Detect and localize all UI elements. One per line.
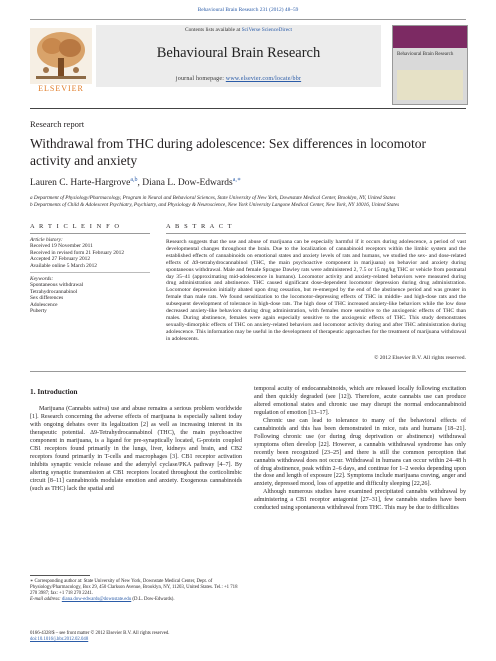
contents-prefix: Contents lists available at [184, 27, 242, 33]
header-divider [30, 108, 466, 109]
email-suffix: (D.L. Dow-Edwards). [131, 597, 175, 602]
doi-link[interactable]: doi:10.1016/j.bbr.2012.02.048 [30, 637, 89, 642]
journal-cover-thumbnail [392, 25, 468, 105]
body-paragraph: Although numerous studies have examined precipitated cannabis withdrawal by administering a CB1 receptor antagonist [27–31], few cannabis studies have been conducted using spontaneous withdrawal from THC. This may be due to difficulties [254, 489, 466, 512]
article-info-heading: A R T I C L E I N F O [30, 223, 121, 230]
history-received: Received 19 November 2011 [30, 243, 93, 250]
author-name[interactable]: Lauren C. Harte-Hargrove [30, 178, 131, 189]
body-paragraph: Marijuana (Cannabis sativa) use and abuse remains a serious problem worldwide [1]. Research concerning the adverse effects of marijuana is especially salient today with ongoing debates over its legalization [2] as well as increasing interest in its therapeutic potential. Δ9-Tetrahydrocannabinol (THC), the main psychoactive component in marijuana, is a ligand for pre-synaptically located, G-protein coupled CB1 receptors found primarily in the lungs, liver, kidneys and brain, and CB2 receptors found primarily in T-cells and macrophages [3]. CB1 receptor activation inhibits synaptic vesicle release and the adenylyl cyclase/PKA pathway [4–7]. By altering synaptic transmission at CB1 receptors located throughout the corticolimbic circuit [8–11] cannabinoids modulate emotion and anxiety. Exogenous cannabinoids (such as THC) lack the spatial and [30, 406, 242, 492]
homepage-prefix: journal homepage: [175, 76, 226, 82]
elsevier-tree-logo [30, 28, 92, 84]
cover-banner [393, 26, 467, 48]
journal-homepage [96, 76, 381, 82]
issn-line: 0166-4328/$ – see front matter © 2012 Elsevier B.V. All rights reserved. [30, 631, 170, 636]
keyword[interactable]: Adolescence [30, 301, 58, 308]
email-link[interactable]: diana.dow-edwards@downstate.edu [61, 597, 132, 602]
keywords-block [30, 276, 150, 314]
keyword[interactable]: Puberty [30, 308, 47, 315]
keyword[interactable]: Sex differences [30, 295, 64, 302]
publisher-wordmark: ELSEVIER [38, 84, 84, 93]
abstract-rule [166, 233, 466, 234]
journal-reference: Behavioural Brain Research 231 (2012) 48–59 [197, 7, 299, 13]
sciencedirect-link[interactable]: SciVerse ScienceDirect [241, 27, 293, 33]
corresponding-author-footnote [30, 579, 242, 603]
article-history [30, 237, 150, 269]
history-online: Available online 5 March 2012 [30, 262, 97, 269]
body-column-left [30, 406, 242, 493]
article-title: Withdrawal from THC during adolescence: Sex differences in locomotor activity and anxiety [30, 136, 427, 168]
contents-line [96, 27, 381, 33]
author-separator: , [137, 178, 143, 189]
footnote-rule [30, 575, 90, 576]
history-revised: Received in revised form 21 February 2012 [30, 249, 125, 256]
abstract-copyright: © 2012 Elsevier B.V. All rights reserved. [374, 355, 466, 361]
article-info-rule [30, 233, 150, 234]
introduction-heading: 1. Introduction [30, 387, 78, 396]
journal-name: Behavioural Brain Research [156, 45, 321, 61]
footnote-email-line [30, 597, 242, 603]
footnote-text: ∗ Corresponding author at: State University of New York, Downstate Medical Center, Dept. of Physiology/Pharmacology, Box 29, 450 Clarkson Avenue, Brooklyn, NY, 11203, United States. Tel.: +1 718 270 3987; fax: +1 718 270 2241. [30, 579, 238, 596]
affiliation-b: b Departments of Child & Adolescent Psychiatry, Psychiatry, and Physiology & Neuroscience, New York University Langone Medical Center, New York, NY 10016, United States [30, 202, 400, 208]
history-accepted: Accepted 27 February 2012 [30, 256, 91, 263]
body-column-right [254, 386, 466, 513]
email-label: E-mail address: [30, 597, 62, 602]
affiliation-a: a Department of Physiology/Pharmacology, Program in Neural and Behavioral Sciences, State University of New York, Downstate Medical Center, Brooklyn, NY, United States [30, 195, 396, 201]
author-list [30, 176, 241, 188]
front-matter-meta [30, 631, 169, 643]
cover-image [397, 70, 463, 100]
cover-title: Behavioural Brain Research [397, 52, 454, 57]
history-label: Article history: [30, 237, 63, 243]
abstract-heading: A B S T R A C T [166, 223, 234, 230]
keyword[interactable]: Tetrahydrocannabinol [30, 288, 78, 295]
abstract-text: Research suggests that the use and abuse of marijuana can be especially harmful if it occurs during adolescence, a period of vast developmental changes throughout the brain. Due to the localization of cannabinoid receptors within the limbic system and the established effects of cannabinoids on emotional states and anxiety levels of rats and humans, we studied the sex- and dose-related effects of Δ9-tetrahydrocannabinol (THC, the main psychoactive component in marijuana) on behavior and anxiety during spontaneous withdrawal. Male and female Sprague Dawley rats were administered 2, 7.5 or 15 mg/kg THC or vehicle from postnatal day 35–41 (approximating mid-adolescence in humans). Locomotor activity and anxiety-related behaviors were measured during drug administration and abstinence. THC caused significant dose-dependent locomotor depression during drug administration. Locomotor depression initially abated upon drug cessation, but re-emerged by the end of the abstinence period and was greater in female than male rats. We found sensitization to the locomotor-depressing effects of THC in middle- and high-dose rats and the subsequent development of tolerance in high-dose rats. The high dose of THC increased anxiety-like behaviors while the low dose decreased anxiety-like behaviors during drug administration, with females more sensitive to the anxiogenic effects of THC than males. During abstinence, females were again especially sensitive to the anxiogenic effects of THC. This study demonstrates sexually-dimorphic effects of THC on anxiety-related behaviors and locomotor activity during and after THC administration during adolescence. This information may be useful in the development of therapeutic approaches for the treatment of marijuana withdrawal in adolescents. [166, 239, 466, 342]
keywords-rule [30, 272, 150, 273]
homepage-link[interactable]: www.elsevier.com/locate/bbr [225, 76, 302, 82]
author-name[interactable]: Diana L. Dow-Edwards [142, 178, 233, 189]
author-affiliation-marks: a,∗ [232, 177, 241, 183]
author-affiliation-marks: a,b [130, 177, 138, 183]
abstract-bottom-rule [30, 371, 466, 372]
keywords-label: Keywords: [30, 276, 54, 282]
top-divider [30, 19, 466, 20]
body-paragraph: temporal acuity of endocannabinoids, which are released locally following excitation and then quickly degraded (see [12]). Therefore, acute cannabis use can produce altered emotional states and chronic use may disrupt the normal endocannabinoid regulation of emotion [13–17]. [254, 386, 466, 416]
keyword[interactable]: Spontaneous withdrawal [30, 282, 84, 289]
body-paragraph: Chronic use can lead to tolerance to many of the behavioral effects of cannabinoids and this has been demonstrated in mice, rats and humans [18–21]. Following chronic use (or during drug deprivation or abstinence) withdrawal symptoms often develop [22]. However, a cannabis withdrawal syndrome has only recently been recognized [23–25] and there is still the common perception that cannabis withdrawal does not occur. Withdrawal in humans can occur within 24–48 h of drug abstinence, peak within 2–6 days, and continue for 1–2 weeks depending upon the dose and length of exposure [22]. Symptoms include marijuana craving, anger and anxiety, depressed mood, loss of appetite and difficulty sleeping [22,26]. [254, 417, 466, 488]
article-type: Research report [30, 119, 85, 129]
